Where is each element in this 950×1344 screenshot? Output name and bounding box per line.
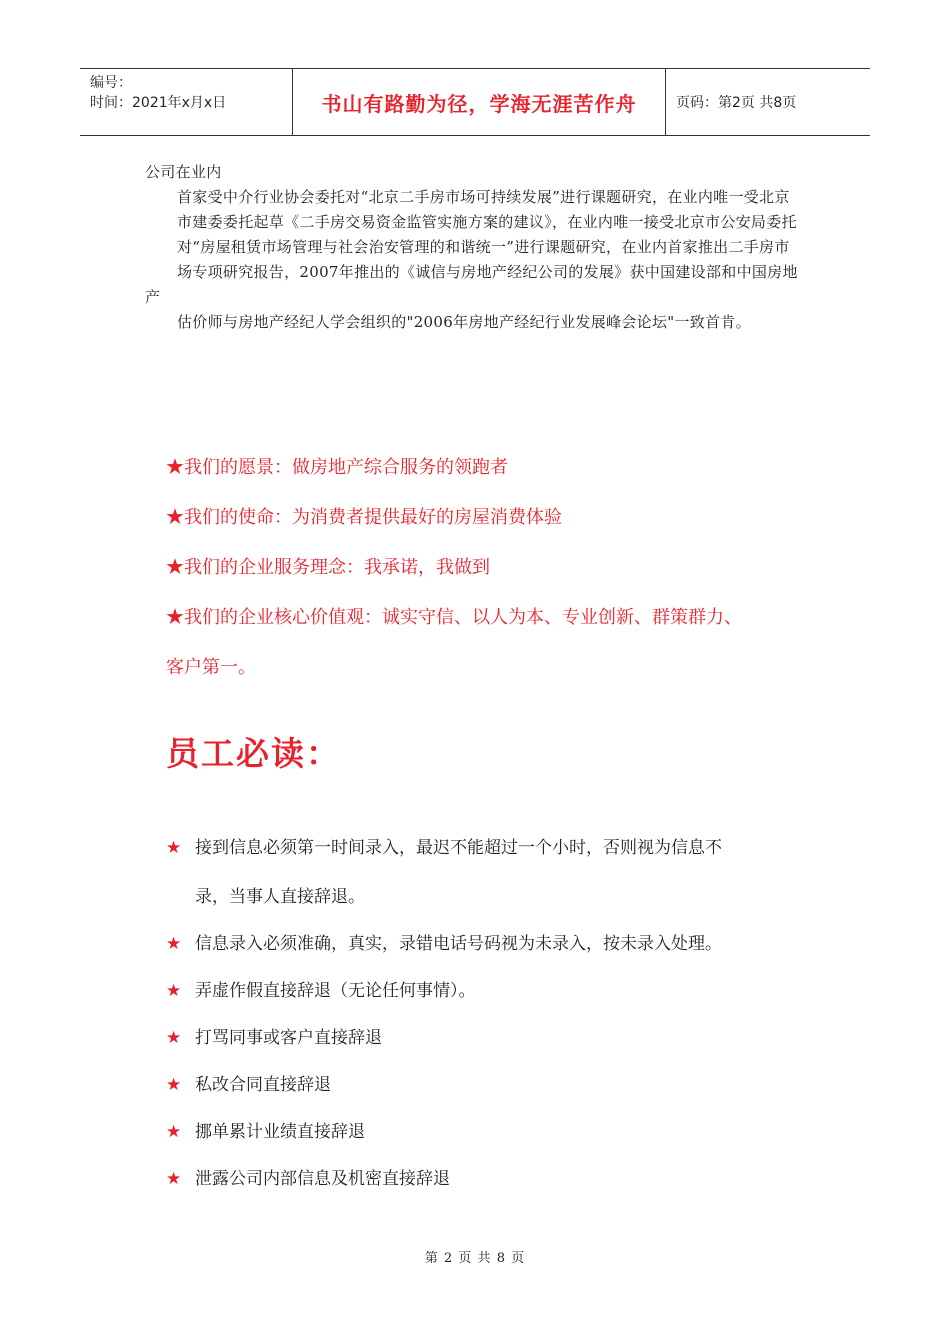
rule-text: 弄虚作假直接辞退（无论任何事情）。 <box>195 981 476 1001</box>
intro-paragraphs <box>145 160 810 335</box>
intro-line: 市建委委托起草《二手房交易资金监管实施方案的建议》，在业内唯一接受北京市公安局委托 <box>177 213 797 231</box>
page-header <box>80 68 870 136</box>
time-label: 时间：2021年x月x日 <box>90 95 227 111</box>
page-footer: 第 2 页 共 8 页 <box>424 1251 526 1266</box>
rule-text: 打骂同事或客户直接辞退 <box>195 1028 382 1048</box>
star-icon: ★ <box>166 1169 182 1189</box>
star-icon: ★ <box>166 557 184 578</box>
star-icon: ★ <box>166 607 184 628</box>
rule-text: 泄露公司内部信息及机密直接辞退 <box>195 1169 450 1189</box>
rule-text: 挪单累计业绩直接辞退 <box>195 1122 365 1142</box>
header-page-label: 页码：第2页 共8页 <box>676 95 797 111</box>
core-text-1: 我们的企业核心价值观：诚实守信、以人为本、专业创新、群策群力、 <box>184 607 742 628</box>
rule-text: 私改合同直接辞退 <box>195 1075 331 1095</box>
value-service <box>166 555 826 605</box>
list-item <box>166 1120 806 1144</box>
rule-text-cont: 录，当事人直接辞退。 <box>195 887 365 907</box>
star-icon: ★ <box>166 838 182 858</box>
intro-line: 场专项研究报告，2007年推出的《诚信与房地产经纪公司的发展》获中国建设部和中国房地产 <box>145 263 798 306</box>
company-values <box>166 455 826 705</box>
list-item <box>166 1167 806 1191</box>
intro-line: 公司在业内 <box>145 163 222 181</box>
value-core-cont <box>166 655 826 705</box>
core-text-2: 客户第一。 <box>166 657 256 678</box>
service-text: 我们的企业服务理念：我承诺，我做到 <box>184 557 490 578</box>
intro-line: 对“房屋租赁市场管理与社会治安管理的和谐统一”进行课题研究，在业内首家推出二手房市 <box>177 238 790 256</box>
list-item <box>166 932 806 956</box>
value-core <box>166 605 826 655</box>
value-mission <box>166 505 826 555</box>
header-motto: 书山有路勤为径，学海无涯苦作舟 <box>293 69 666 135</box>
star-icon: ★ <box>166 1075 182 1095</box>
star-icon: ★ <box>166 1028 182 1048</box>
intro-line: 首家受中介行业协会委托对“北京二手房市场可持续发展”进行课题研究，在业内唯一受北京 <box>177 188 790 206</box>
rules-list <box>166 836 806 1214</box>
header-meta <box>80 69 293 135</box>
star-icon: ★ <box>166 457 184 478</box>
list-item <box>166 979 806 1003</box>
rule-text: 信息录入必须准确，真实，录错电话号码视为未录入，按未录入处理。 <box>195 934 722 954</box>
mission-text: 我们的使命：为消费者提供最好的房屋消费体验 <box>184 507 562 528</box>
rule-text: 接到信息必须第一时间录入，最迟不能超过一个小时，否则视为信息不 <box>195 838 722 858</box>
vision-text: 我们的愿景：做房地产综合服务的领跑者 <box>184 457 508 478</box>
star-icon: ★ <box>166 981 182 1001</box>
list-item <box>166 1026 806 1050</box>
intro-line: 估价师与房地产经纪人学会组织的"2006年房地产经纪行业发展峰会论坛"一致首肯。 <box>177 313 751 331</box>
star-icon: ★ <box>166 1122 182 1142</box>
must-read-title: 员工必读： <box>166 734 341 773</box>
value-vision <box>166 455 826 505</box>
star-icon: ★ <box>166 507 184 528</box>
list-item <box>166 836 806 909</box>
list-item <box>166 1073 806 1097</box>
number-label: 编号： <box>90 75 132 91</box>
star-icon: ★ <box>166 934 182 954</box>
